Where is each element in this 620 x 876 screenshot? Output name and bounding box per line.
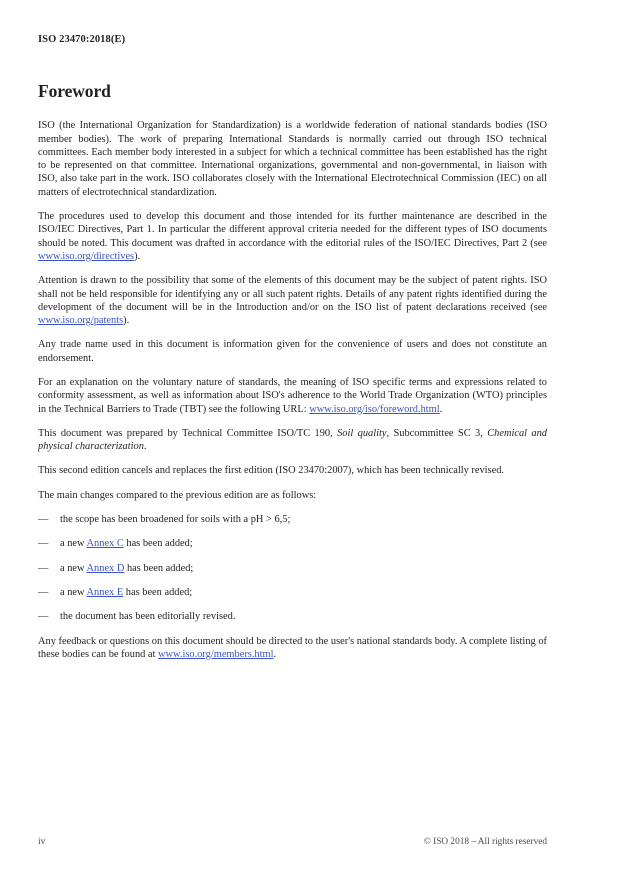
list-item [38, 586, 547, 599]
paragraph-committee [38, 427, 547, 454]
page-number: iv [38, 836, 46, 847]
paragraph-procedures [38, 210, 547, 263]
paragraph-trade-name: Any trade name used in this document is information given for the convenience of users and does not constitute an endorsement. [38, 339, 547, 364]
list-item-text-before: the scope has been broadened for soils with a pH > 6,5; [60, 514, 291, 526]
list-item-text-before: the document has been editorially revised. [60, 611, 236, 623]
link-annex-e[interactable]: Annex E [86, 586, 124, 598]
committee-title-soil-quality: Soil quality [337, 427, 387, 439]
page-footer [38, 836, 547, 847]
paragraph-committee-part2: , Subcommittee SC 3, [386, 427, 488, 439]
list-item-text-before: a new [60, 562, 87, 574]
paragraph-iso-description: ISO (the International Organization for Standardization) is a worldwide federation of national standards bodies (ISO member bodies). The work of preparing International Standards is normally carried out through ISO technical committees. Each member body interested in a subject for which a technical committee has been established has the right to be represented on that committee. International organizations, governmental and non-governmental, in liaison with ISO, also take part in the work. ISO collaborates closely with the International Electrotechnical Commission (IEC) on all matters of electrotechnical standardization. [38, 120, 547, 198]
list-item-text-after: has been added; [123, 538, 193, 550]
list-item [38, 513, 547, 526]
page-content [38, 82, 547, 661]
link-iso-members[interactable]: www.iso.org/members.html [158, 648, 274, 660]
link-iso-directives[interactable]: www.iso.org/directives [38, 250, 135, 262]
em-dash-bullet-icon: — [38, 611, 49, 623]
link-iso-foreword[interactable]: www.iso.org/iso/foreword.html [309, 403, 440, 415]
changes-list [38, 513, 547, 623]
paragraph-wto-tbt [38, 376, 547, 416]
paragraph-second-edition: This second edition cancels and replaces the first edition (ISO 23470:2007), which has been technically revised. [38, 465, 504, 477]
link-iso-patents[interactable]: www.iso.org/patents [38, 315, 124, 327]
em-dash-bullet-icon: — [38, 514, 49, 526]
list-item-text-before: a new [60, 538, 87, 550]
paragraph-wto-tbt-text-after: . [439, 403, 443, 415]
em-dash-bullet-icon: — [38, 538, 49, 550]
paragraph-feedback-text-before: Any feedback or questions on this document should be directed to the user's national standards body. A complete listing of these bodies can be found at [38, 635, 547, 660]
em-dash-bullet-icon: — [38, 562, 49, 574]
paragraph-patent-rights-text-after: ). [123, 315, 130, 327]
page-title: Foreword [38, 81, 111, 101]
paragraph-feedback-text-after: . [273, 648, 277, 660]
paragraph-patent-rights-text-before: Attention is drawn to the possibility that some of the elements of this document may be the subject of patent rights. ISO shall not be held responsible for identifying any or all such patent rights. Details of any patent rights identified during the development of the document will be in the Introduction and/or on the ISO list of patent declarations received (see [38, 275, 547, 313]
paragraph-procedures-text-after: ). [134, 250, 141, 262]
paragraph-committee-part1: This document was prepared by Technical Committee ISO/TC 190, [38, 427, 338, 439]
link-annex-c[interactable]: Annex C [86, 538, 124, 550]
em-dash-bullet-icon: — [38, 586, 49, 598]
paragraph-wto-tbt-text-before: For an explanation on the voluntary nature of standards, the meaning of ISO specific terms and expressions related to conformity assessment, as well as information about ISO's adherence to the World Trade Organization (WTO) principles in the Technical Barriers to Trade (TBT) see the following URL: [38, 377, 547, 415]
list-item [38, 610, 547, 623]
paragraph-procedures-text-before: The procedures used to develop this document and those intended for its further maintenance are described in the ISO/IEC Directives, Part 1. In particular the different approval criteria needed for the different types of ISO documents should be noted. This document was drafted in accordance with the editorial rules of the ISO/IEC Directives, Part 2 (see [38, 211, 547, 249]
link-annex-d[interactable]: Annex D [86, 562, 125, 574]
paragraph-feedback [38, 635, 547, 662]
copyright-notice: © ISO 2018 – All rights reserved [423, 837, 547, 847]
list-item-text-before: a new [60, 586, 87, 598]
running-head: ISO 23470:2018(E) [38, 34, 126, 45]
paragraph-committee-part3: . [143, 441, 147, 453]
list-item [38, 537, 547, 550]
subcommittee-title-chemical-physical: Chemical and physical characterization [38, 427, 547, 453]
list-item-text-after: has been added; [123, 586, 193, 598]
list-item-text-after: has been added; [124, 562, 194, 574]
paragraph-main-changes-intro: The main changes compared to the previous edition are as follows: [38, 489, 317, 501]
paragraph-patent-rights [38, 274, 547, 327]
list-item [38, 562, 547, 575]
